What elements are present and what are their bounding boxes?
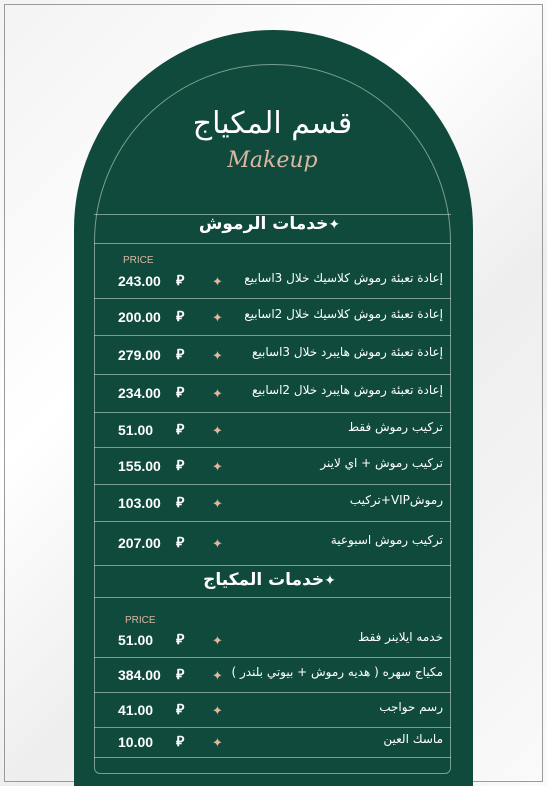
- sparkle-icon: ✦: [212, 349, 223, 364]
- riyal-symbol-icon: ⃁: [176, 702, 185, 718]
- lashes-section-label: خدمات الرموش: [198, 214, 329, 234]
- riyal-symbol-icon: ⃁: [176, 495, 185, 511]
- item-price: 243.00: [118, 273, 161, 289]
- riyal-symbol-icon: ⃁: [176, 422, 185, 438]
- sparkle-icon: ✦: [212, 704, 223, 719]
- section-star-icon: ✦: [328, 217, 341, 233]
- item-price: 234.00: [118, 385, 161, 401]
- menu-row: [94, 693, 451, 728]
- item-price: 51.00: [118, 422, 154, 438]
- menu-row: [94, 658, 451, 693]
- item-name: رسم حواجب: [379, 700, 443, 714]
- item-price: 51.00: [118, 632, 154, 648]
- section-star-icon: ✦: [324, 573, 336, 589]
- item-price: 103.00: [118, 495, 161, 511]
- menu-row: [94, 375, 451, 413]
- riyal-symbol-icon: ⃁: [176, 535, 185, 551]
- sparkle-icon: ✦: [212, 537, 223, 552]
- item-price: 207.00: [118, 535, 161, 551]
- riyal-symbol-icon: ⃁: [176, 734, 185, 750]
- sparkle-icon: ✦: [212, 634, 223, 649]
- item-name: رموشVIP+تركيب: [349, 493, 443, 507]
- riyal-symbol-icon: ⃁: [176, 458, 185, 474]
- riyal-symbol-icon: ⃁: [176, 632, 185, 648]
- lashes-section-title: [94, 214, 451, 234]
- item-name: تركيب رموش اسبوعية: [330, 533, 443, 547]
- item-price: 10.00: [118, 734, 154, 750]
- page-title: قسم المكياج: [192, 106, 353, 141]
- sparkle-icon: ✦: [212, 669, 223, 684]
- item-price: 279.00: [118, 347, 161, 363]
- item-price: 41.00: [118, 702, 154, 718]
- menu-row: [94, 624, 451, 658]
- riyal-symbol-icon: ⃁: [176, 273, 185, 289]
- item-name: إعادة تعبئة رموش كلاسيك خلال 2اسابيع: [244, 307, 443, 321]
- sparkle-icon: ✦: [212, 460, 223, 475]
- menu-row: [94, 336, 451, 375]
- menu-row: [94, 413, 451, 448]
- sparkle-icon: ✦: [212, 311, 223, 326]
- divider: [94, 597, 451, 598]
- page-subtitle: Makeup: [227, 148, 318, 173]
- price-column-label: PRICE: [123, 255, 154, 266]
- makeup-section-label: خدمات المكياج: [203, 570, 325, 590]
- menu-row: [94, 522, 451, 566]
- item-name: إعادة تعبئة رموش كلاسيك خلال 3اسابيع: [244, 271, 443, 285]
- divider: [94, 243, 451, 244]
- sparkle-icon: ✦: [212, 275, 223, 290]
- menu-row: [94, 728, 451, 758]
- price-column-label: PRICE: [125, 615, 156, 626]
- item-price: 384.00: [118, 667, 161, 683]
- item-name: إعادة تعبئة رموش هايبرد خلال 3اسابيع: [252, 345, 443, 359]
- sparkle-icon: ✦: [212, 387, 223, 402]
- menu-row: [94, 448, 451, 485]
- item-name: تركيب رموش + اي لاينر: [320, 456, 443, 470]
- riyal-symbol-icon: ⃁: [176, 309, 185, 325]
- item-name: خدمه ايلاينر فقط: [358, 630, 443, 644]
- riyal-symbol-icon: ⃁: [176, 667, 185, 683]
- item-price: 200.00: [118, 309, 161, 325]
- sparkle-icon: ✦: [212, 497, 223, 512]
- menu-row: [94, 485, 451, 522]
- makeup-section-title: [94, 570, 451, 590]
- menu-row: [94, 264, 451, 299]
- sparkle-icon: ✦: [212, 424, 223, 439]
- item-name: مكياج سهره ( هديه رموش + بيوتي بلندر ): [231, 665, 443, 679]
- sparkle-icon: ✦: [212, 736, 223, 751]
- riyal-symbol-icon: ⃁: [176, 347, 185, 363]
- menu-row: [94, 299, 451, 336]
- item-name: إعادة تعبئة رموش هايبرد خلال 2اسابيع: [252, 383, 443, 397]
- item-name: تركيب رموش فقط: [348, 420, 443, 434]
- item-price: 155.00: [118, 458, 161, 474]
- item-name: ماسك العين: [383, 732, 443, 746]
- riyal-symbol-icon: ⃁: [176, 385, 185, 401]
